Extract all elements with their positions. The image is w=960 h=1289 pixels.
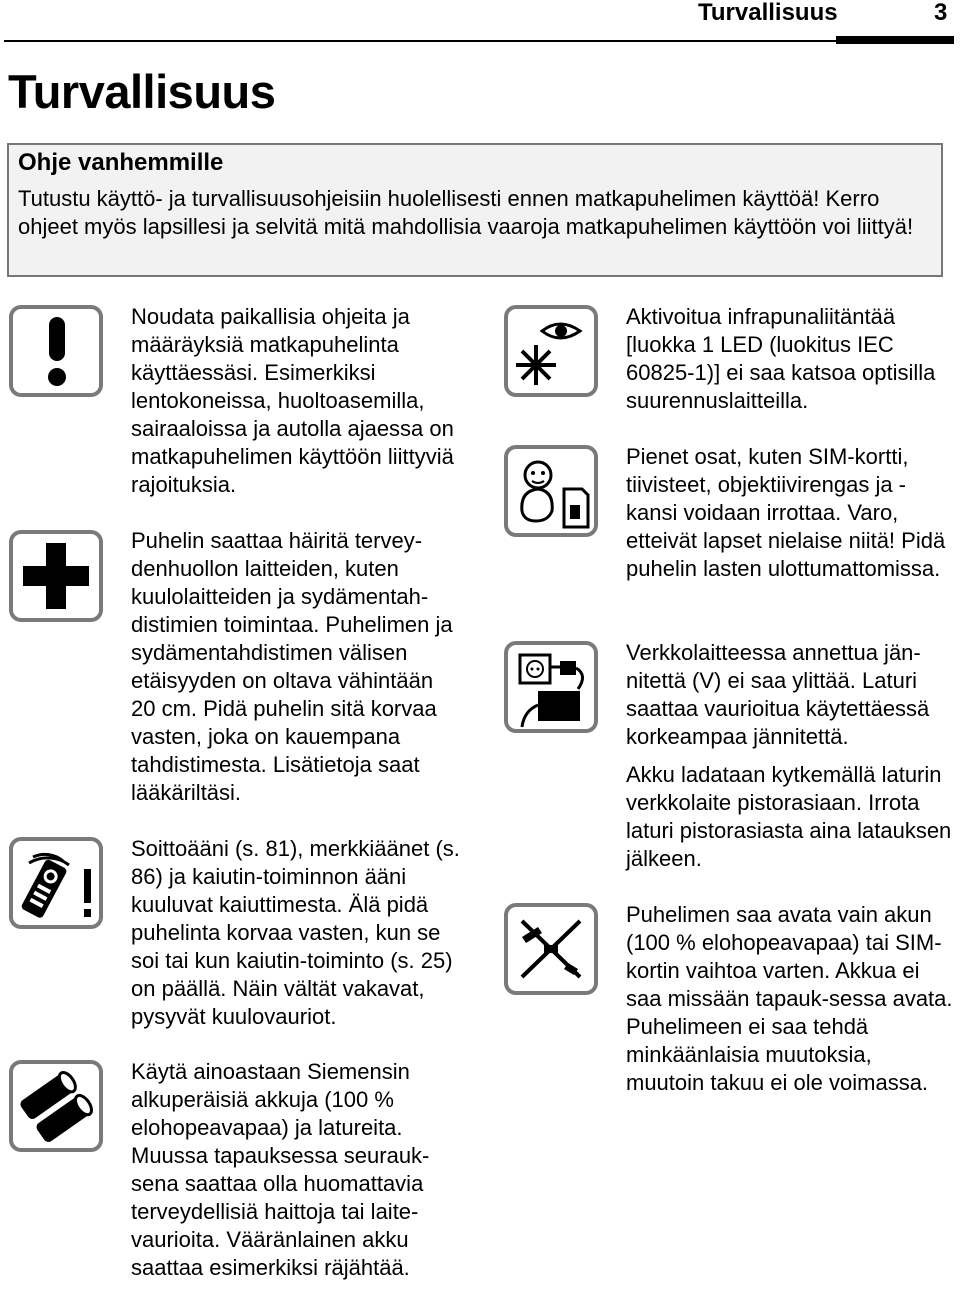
infrared-eye-icon [504, 305, 598, 397]
batteries-icon [9, 1060, 103, 1152]
small-parts-text: Pienet osat, kuten SIM-kortti, tiivisteet, objektiivirengas ja -kansi voidaan irrottaa. Varo, etteivät lapset nielaise niitä! Pidä puhelin lasten ulottumattomissa. [626, 444, 946, 581]
ringing-phone-warning-icon [9, 837, 103, 929]
medical-cross-icon [9, 530, 103, 622]
local-regulations-text: Noudata paikallisia ohjeita ja määräyksiä matkapuhelinta käyttäessäsi. Esimerkiksi lentokoneissa, huoltoasemilla, sairaaloissa ja autolla ajaessa on matkapuhelimen käyttöön liittyviä rajoituksia. [131, 304, 454, 497]
notice-heading: Ohje vanhemmille [18, 149, 224, 176]
voltage-warning-text: Verkkolaitteessa annettua jän-nitettä (V) ei saa ylittää. Laturi saattaa vaurioitua käytettäessä korkeampaa jännitettä. [626, 640, 930, 749]
header-tab-bar [836, 36, 954, 44]
opening-phone-text: Puhelimen saa avata vain akun (100 % elohopeavapaa) tai SIM-kortin vaihtoa varten. Akkua ei saa missään tapauk-sessa avata. Puhelimeen ei saa tehdä minkäänlaisia muutoksia, muutoin takuu ei ole voimassa. [626, 902, 953, 1095]
loudspeaker-warning-text: Soittoääni (s. 81), merkkiäänet (s. 86) ja kaiutin-toiminnon ääni kuuluvat kaiuttimesta. Älä pidä puhelinta korvaa vasten, kun se soi tai kun kaiutin-toiminto (s. 25) on päällä. Näin vältät vakavat, pysyvät kuulovauriot. [131, 836, 460, 1029]
power-charger-icon [504, 641, 598, 733]
page-number: 3 [934, 0, 948, 26]
page-title: Turvallisuus [8, 65, 276, 118]
original-batteries-text: Käytä ainoastaan Siemensin alkuperäisiä akkuja (100 % elohopeavapaa) ja latureita. Muussa tapauksessa seurauk-sena saattaa olla huomattavia terveydellisiä haittoja tai laite-vaurioita. Vääränlainen akku saattaa esimerkiksi räjähtää. [131, 1059, 430, 1280]
notice-body: Tutustu käyttö- ja turvallisuusohjeisiin huolellisesti ennen matkapuhelimen käyttöä! Kerro ohjeet myös lapsillesi ja selvitä mitä mahdollisia vaaroja matkapuhelimen käyttöön voi liittyä! [18, 186, 914, 239]
parents-notice-box [7, 143, 943, 277]
charging-instructions-text: Akku ladataan kytkemällä laturin verkkolaite pistorasiaan. Irrota laturi pistorasiasta aina latauksen jälkeen. [626, 762, 952, 871]
infrared-text: Aktivoitua infrapunaliitäntää [luokka 1 LED (luokitus IEC 60825-1)] ei saa katsoa optisilla suurennuslaitteilla. [626, 304, 936, 413]
medical-devices-text: Puhelin saattaa häiritä tervey-denhuollon laitteiden, kuten kuulolaitteiden ja sydämentah-distimien toimintaa. Puhelimen ja sydämentahdistimen välisen etäisyyden on oltava vähintään 20 cm. Pidä puhelin sitä korvaa vasten, joka on kauempana tahdistimesta. Lisätietoja saat lääkäriltäsi. [131, 528, 453, 805]
baby-sim-icon [504, 445, 598, 537]
running-header-title: Turvallisuus [698, 0, 838, 26]
exclamation-icon [9, 305, 103, 397]
no-tools-icon [504, 903, 598, 995]
header-rule [4, 40, 954, 42]
